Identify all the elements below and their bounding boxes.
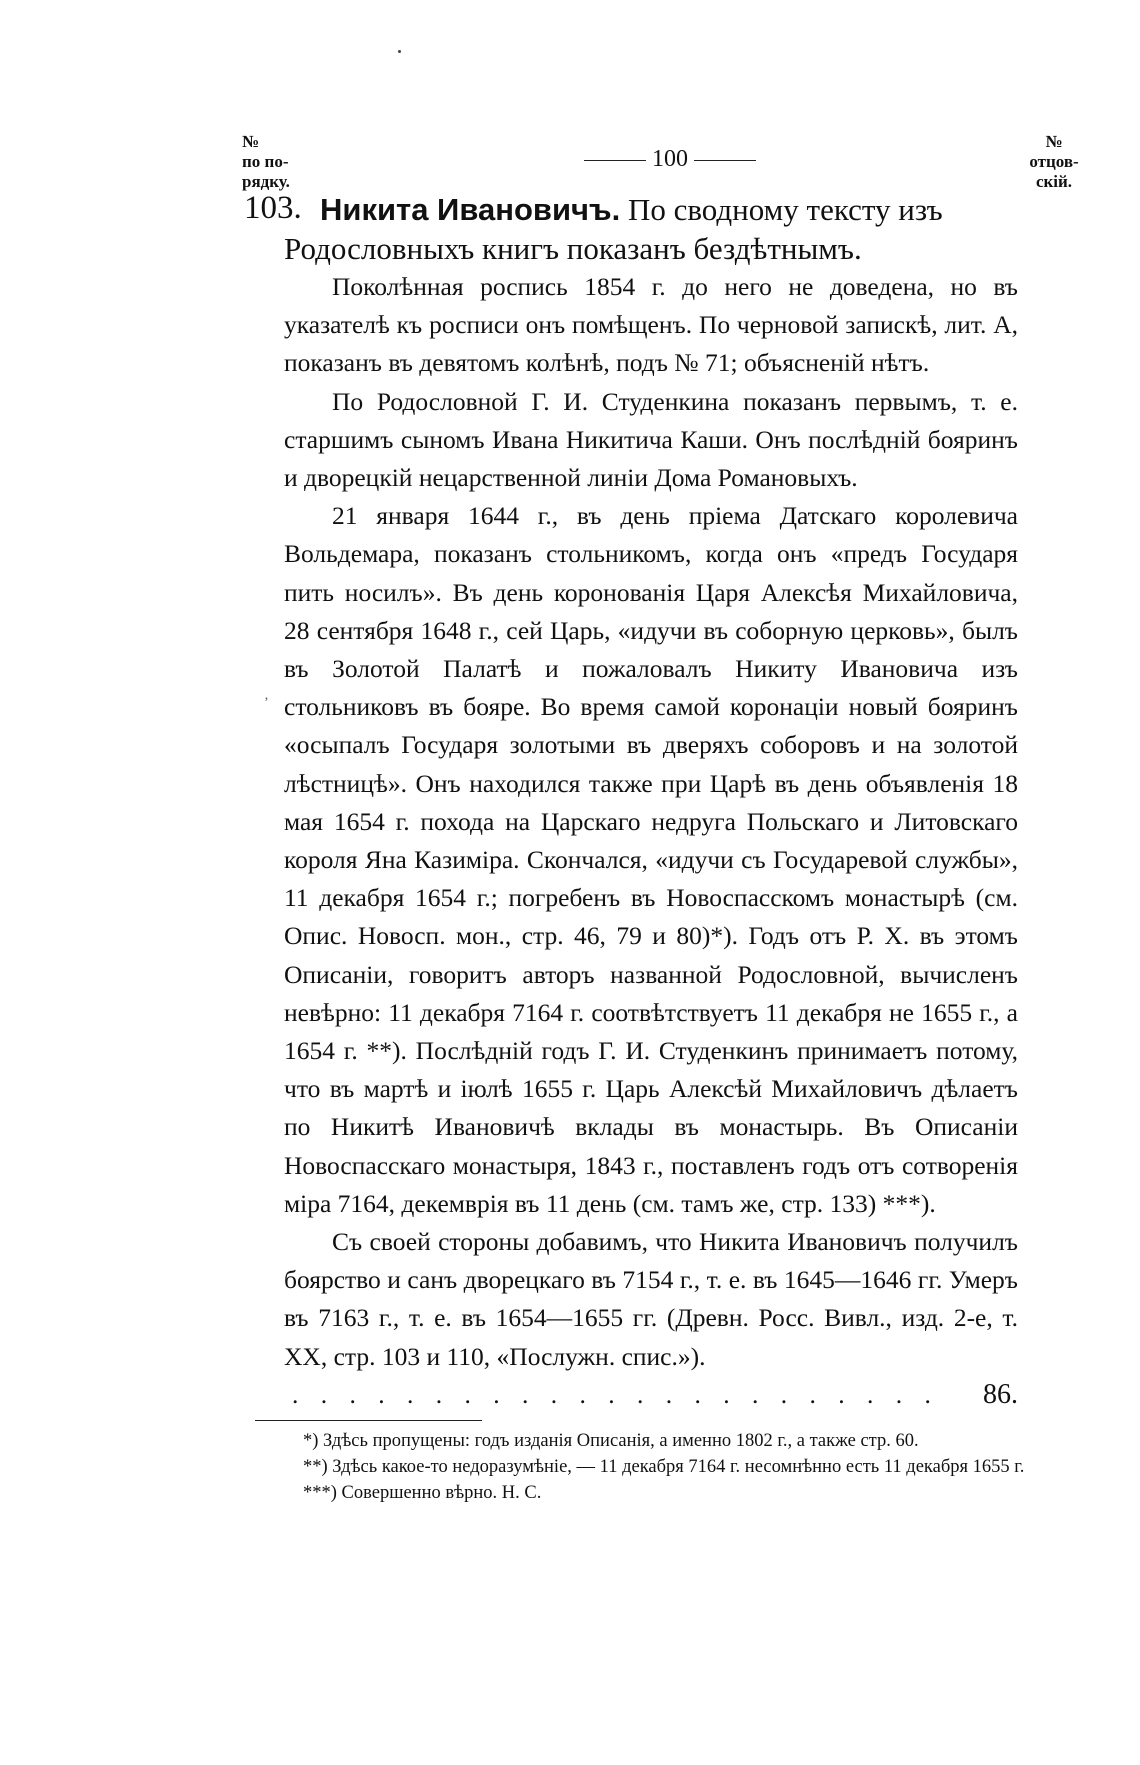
entry-title [320,190,1018,229]
entry-name: Никита Ивановичъ. [320,192,621,227]
paragraph: По Родословной Г. И. Студенкина показанъ первымъ, т. е. старшимъ сыномъ Ивана Никитича Каши. Онъ послѣдній бояринъ и дворецкій нецарственной линіи Дома Романовыхъ. [284,386,1018,493]
leader-dots: . . . . . . . . . . . . . . . . . . . . . . . [292,1379,939,1409]
paragraph: Поколѣнная роспись 1854 г. до него не доведена, но въ указателѣ къ росписи онъ помѣщенъ. По черновой запискѣ, лит. А, показанъ въ девятомъ колѣнѣ, подъ № 71; объясненій нѣтъ. [284,272,1018,378]
reference-number: 86. [983,1378,1018,1410]
footnote: **) Здѣсь какое-то недоразумѣніе, — 11 декабря 7164 г. несомнѣнно есть 11 декабря 1655 г. [303,1457,1025,1477]
number-sign: № [1045,132,1063,151]
title-rest: По сводному тексту изъ [627,192,943,227]
paragraph [284,1223,1018,1376]
footnote-rule [255,1420,482,1421]
number-sign: № [242,132,260,151]
page-number [575,146,765,173]
footnote: ***) Совершенно вѣрно. Н. С. [303,1483,542,1503]
footnote: *) Здѣсь пропущены: годъ изданія Описанія, а именно 1802 г., а также стр. 60. [303,1431,919,1451]
entry-body [284,190,1018,1414]
folio-dash-right [694,160,756,161]
paragraph-text: Съ своей стороны добавимъ, что Никита Ивановичъ получилъ боярство и санъ дворецкаго въ 7154 г., т. е. въ 1645—1646 гг. Умеръ въ 7163 г., т. е. въ 1654—1655 гг. (Древн. Росс. Вивл., изд. 2-е, т. XX, стр. 103 и 110, «Послужн. спис.»). [284,1227,1018,1371]
order-number-label [242,132,290,192]
paternal-number-label [1014,132,1094,192]
folio-dash-left [584,160,646,161]
label-line: по по- [242,152,289,171]
speck [398,50,401,53]
label-line: отцов- [1029,152,1079,171]
margin-mark: ‚ [264,688,269,703]
reference-line [284,1376,1018,1414]
folio-text: 100 [652,146,688,172]
label-line: скій. [1035,172,1073,191]
label-line: рядку. [242,172,290,191]
footnotes [255,1428,1077,1506]
entry-title-cont: Родословныхъ книгъ показанъ бездѣтнымъ. [284,231,862,266]
entry-number: 103. [244,190,302,226]
paragraph: 21 января 1644 г., въ день пріема Датскаго королевича Вольдемара, показанъ стольникомъ, когда онъ «предъ Государя пить носилъ». Въ день коронованія Царя Алексѣя Михайловича, 28 сентября 1648 г., сей Царь, «идучи въ соборную церковь», былъ въ Золотой Палатѣ и пожаловалъ Никиту Ивановича изъ стольниковъ въ бояре. Во время самой коронаціи новый бояринъ «осыпалъ Государя золотыми въ дверяхъ соборовъ и на золотой лѣстницѣ». Онъ находился также при Царѣ въ день объявленія 18 мая 1654 г. похода на Царскаго недруга Польскаго и Литовскаго короля Яна Казиміра. Скончался, «идучи съ Государевой службы», 11 декабря 1654 г.; погребенъ въ Новоспасскомъ монастырѣ (см. Опис. Новосп. мон., стр. 46, 79 и 80)*). Годъ отъ Р. Х. въ этомъ Описаніи, говоритъ авторъ названной Родословной, вычисленъ невѣрно: 11 декабря 7164 г. соотвѣтствуетъ 11 декабря не 1655 г., а 1654 г. **). Послѣдній годъ Г. И. Студенкинъ принимаетъ потому, что въ мартѣ и іюлѣ 1655 г. Царь Алексѣй Михайловичъ дѣлаетъ по Никитѣ Ивановичѣ вклады въ монастырь. Въ Описаніи Новоспасскаго монастыря, 1843 г., поставленъ годъ отъ сотворенія міра 7164, декемврія въ 11 день (см. тамъ же, стр. 133) ***). [284,501,1018,1218]
